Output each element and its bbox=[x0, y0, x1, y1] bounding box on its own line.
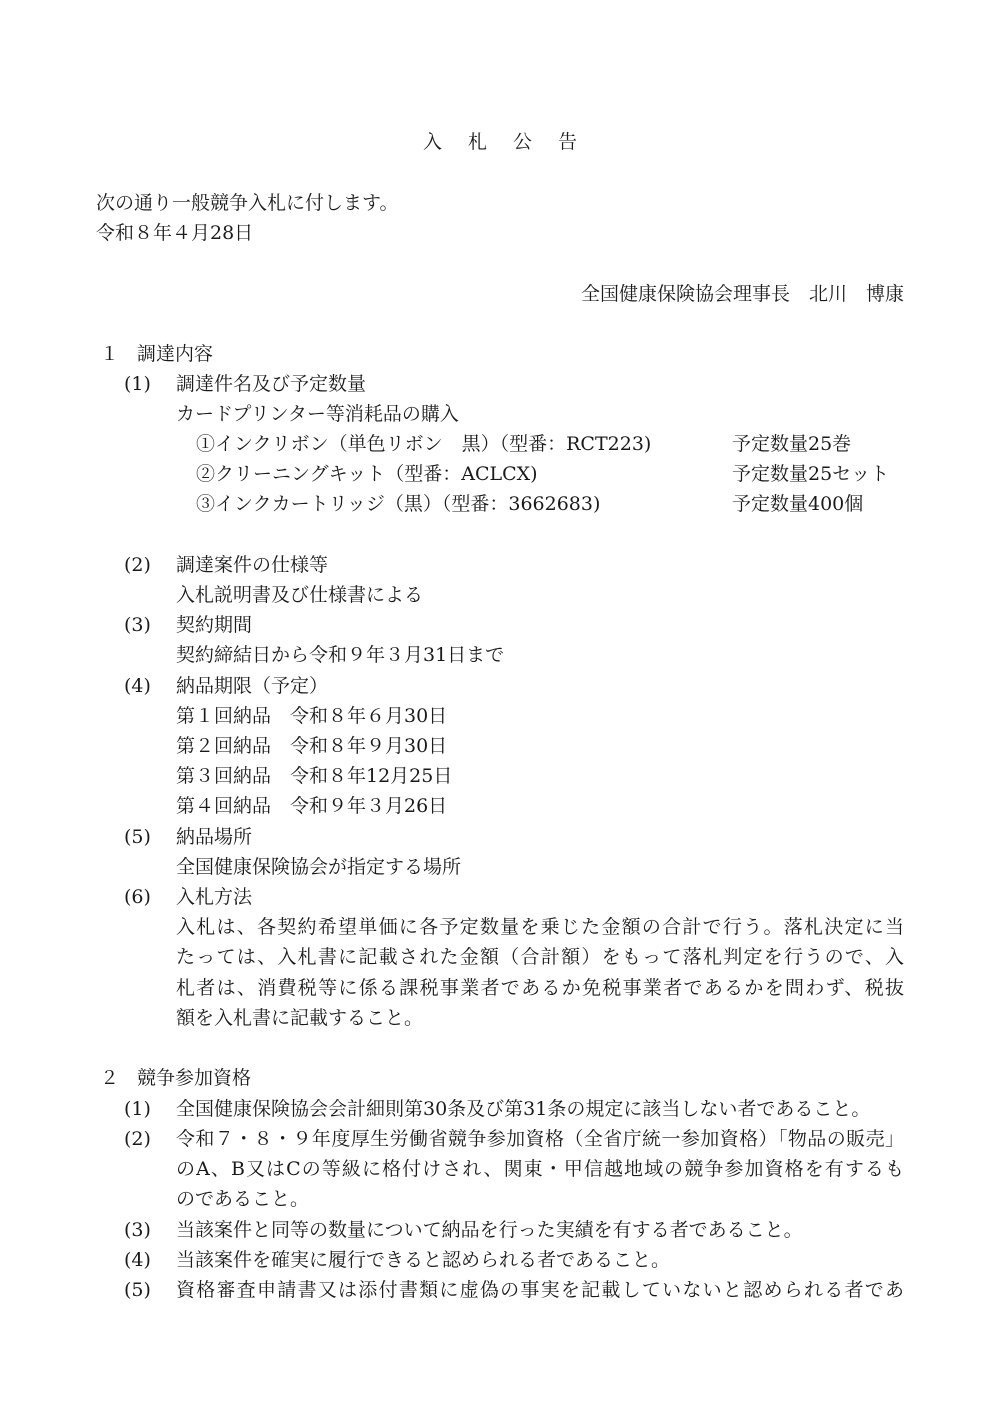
item-2-4-number: (4) bbox=[124, 1249, 151, 1271]
section-2-number: ２ bbox=[100, 1067, 120, 1089]
qualification-line: 資格審査申請書又は添付書類に虚偽の事実を記載していないと認められる者であ bbox=[176, 1279, 904, 1301]
issuer-name: 全国健康保険協会理事長 北川 博康 bbox=[580, 283, 904, 305]
qualification-line: のであること。 bbox=[176, 1188, 310, 1210]
item-2-1-number: (1) bbox=[124, 1098, 151, 1120]
item-1-5-number: (5) bbox=[124, 826, 151, 848]
product-name: ①インクリボン（単色リボン 黒）（型番：RCT223) bbox=[196, 433, 652, 455]
item-2-2-number: (2) bbox=[124, 1128, 151, 1150]
notice-date: 令和８年４月28日 bbox=[96, 222, 254, 244]
item-1-3-heading: 契約期間 bbox=[176, 614, 253, 636]
item-1-2-number: (2) bbox=[124, 554, 151, 576]
item-1-5-body: 全国健康保険協会が指定する場所 bbox=[176, 856, 462, 878]
bidding-method-line: 額を入札書に記載すること。 bbox=[176, 1007, 424, 1029]
qualification-line: 当該案件と同等の数量について納品を行った実績を有する者であること。 bbox=[176, 1219, 803, 1241]
bidding-method-line: 入札は、各契約希望単価に各予定数量を乗じた金額の合計で行う。落札決定に当 bbox=[176, 916, 904, 938]
section-1-number: １ bbox=[100, 343, 120, 365]
item-1-5-heading: 納品場所 bbox=[176, 826, 253, 848]
product-quantity: 予定数量25セット bbox=[732, 463, 890, 485]
item-2-3-number: (3) bbox=[124, 1219, 151, 1241]
item-1-4-number: (4) bbox=[124, 675, 151, 697]
bidding-method-line: たっては、入札書に記載された金額（合計額）をもって落札判定を行うので、入 bbox=[176, 946, 904, 968]
document-title: 入札公告 bbox=[422, 131, 603, 153]
item-1-2-body: 入札説明書及び仕様書による bbox=[176, 584, 424, 606]
qualification-line: のA、B又はCの等級に格付けされ、関東・甲信越地域の競争参加資格を有するも bbox=[176, 1158, 904, 1180]
product-name: ③インクカートリッジ（黒）（型番：3662683) bbox=[196, 493, 601, 515]
intro-text: 次の通り一般競争入札に付します。 bbox=[96, 192, 399, 214]
delivery-schedule-line: 第１回納品 令和８年６月30日 bbox=[176, 705, 448, 727]
product-name: ②クリーニングキット（型番：ACLCX) bbox=[196, 463, 538, 485]
item-1-3-number: (3) bbox=[124, 614, 151, 636]
product-quantity: 予定数量25巻 bbox=[732, 433, 852, 455]
procurement-subject: カードプリンター等消耗品の購入 bbox=[176, 403, 459, 425]
bidding-method-line: 札者は、消費税等に係る課税事業者であるか免税事業者であるかを問わず、税抜 bbox=[176, 977, 904, 999]
qualification-line: 当該案件を確実に履行できると認められる者であること。 bbox=[176, 1249, 671, 1271]
item-1-1-heading: 調達件名及び予定数量 bbox=[176, 373, 367, 395]
section-2-heading: 競争参加資格 bbox=[137, 1067, 252, 1089]
section-1-heading: 調達内容 bbox=[137, 343, 214, 365]
delivery-schedule-line: 第３回納品 令和８年12月25日 bbox=[176, 765, 453, 787]
item-1-6-number: (6) bbox=[124, 886, 151, 908]
qualification-line: 令和７・８・９年度厚生労働省競争参加資格（全省庁統一参加資格）「物品の販売」 bbox=[176, 1128, 904, 1150]
item-1-2-heading: 調達案件の仕様等 bbox=[176, 554, 329, 576]
item-1-4-heading: 納品期限（予定） bbox=[176, 675, 329, 697]
qualification-line: 全国健康保険協会会計細則第30条及び第31条の規定に該当しない者であること。 bbox=[176, 1098, 871, 1120]
product-quantity: 予定数量400個 bbox=[732, 493, 864, 515]
delivery-schedule-line: 第４回納品 令和９年３月26日 bbox=[176, 795, 448, 817]
item-1-6-heading: 入札方法 bbox=[176, 886, 253, 908]
delivery-schedule-line: 第２回納品 令和８年９月30日 bbox=[176, 735, 448, 757]
item-1-1-number: (1) bbox=[124, 373, 151, 395]
item-2-5-number: (5) bbox=[124, 1279, 151, 1301]
item-1-3-body: 契約締結日から令和９年３月31日まで bbox=[176, 644, 505, 666]
